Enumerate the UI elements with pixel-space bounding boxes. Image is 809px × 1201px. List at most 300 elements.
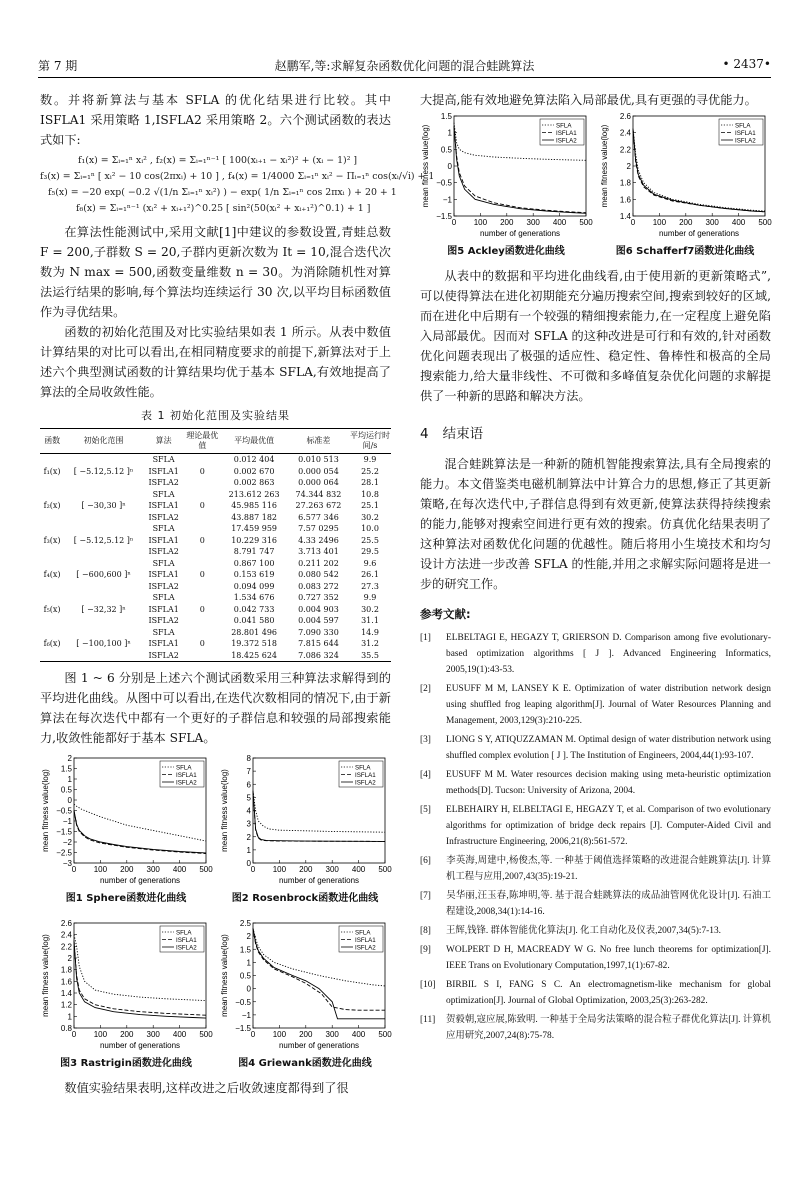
table-cell: 0.153 619 bbox=[233, 570, 275, 579]
figure-5 bbox=[420, 112, 592, 266]
table-cell: 213.612 263 bbox=[228, 489, 280, 499]
y-tick-label: 1.4 bbox=[60, 989, 72, 998]
table-cell: 25.5 bbox=[361, 535, 379, 545]
table-cell: 0 bbox=[199, 466, 205, 476]
table-cell: 0.000 054 bbox=[298, 466, 339, 476]
table-cell: ISFLA2 bbox=[148, 650, 179, 660]
x-tick-label: 100 bbox=[93, 865, 108, 874]
x-tick-label: 200 bbox=[120, 865, 134, 874]
table-cell bbox=[40, 581, 64, 593]
table-cell bbox=[184, 523, 220, 535]
figure-caption: 图6 Schafferf7函数进化曲线 bbox=[615, 246, 755, 257]
x-tick-label: 200 bbox=[299, 1030, 313, 1039]
table-row bbox=[40, 546, 391, 558]
table-cell: 0 bbox=[199, 570, 205, 579]
y-tick-label: 2.2 bbox=[619, 145, 631, 155]
running-title: 赵鹏军,等:求解复杂函数优化问题的混合蛙跳算法 bbox=[274, 59, 535, 73]
table-cell: 0.094 099 bbox=[233, 581, 275, 591]
y-tick-label: 1.6 bbox=[60, 977, 72, 987]
y-tick-label: 1 bbox=[246, 845, 251, 855]
table-cell: 28.801 496 bbox=[231, 627, 277, 637]
equation-f6: f₆(x) = Σᵢ₌₁ⁿ⁻¹ (xᵢ² + xᵢ₊₁²)^0.25 [ sin²(50(xᵢ² + xᵢ₊₁²)^0.1) + 1 ] bbox=[76, 203, 371, 214]
reference-list bbox=[420, 630, 771, 1044]
table-cell: 9.6 bbox=[363, 558, 377, 568]
x-tick-label: 100 bbox=[473, 218, 488, 227]
x-tick-label: 300 bbox=[325, 865, 339, 874]
table-header-row bbox=[40, 429, 391, 454]
table-caption: 表 1 初始化范围及实验结果 bbox=[141, 409, 290, 422]
chart-sphere bbox=[40, 754, 212, 889]
y-tick-label: −2.5 bbox=[56, 848, 72, 858]
table-cell bbox=[184, 650, 220, 662]
table-cell: [ −32,32 ]ⁿ bbox=[81, 604, 126, 614]
y-tick-label: 3 bbox=[246, 819, 251, 829]
legend-label: ISFLA2 bbox=[556, 137, 577, 145]
table-cell: ISFLA2 bbox=[148, 478, 179, 487]
x-tick-label: 400 bbox=[731, 218, 746, 227]
y-tick-label: 2.6 bbox=[60, 919, 72, 928]
y-tick-label: −1 bbox=[241, 1010, 251, 1020]
x-tick-label: 0 bbox=[71, 1030, 77, 1039]
table-header-cell: 理论最优值 bbox=[186, 431, 219, 450]
reference-text: BIRBIL S I, FANG S C. An electromagnetism-like mechanism for global optimization[J]. Journal of Global Optimization, 2003,25(3):263-282. bbox=[446, 980, 771, 1006]
table-cell: f₂(x) bbox=[43, 501, 61, 510]
y-tick-label: 2.2 bbox=[60, 942, 72, 952]
table-cell bbox=[184, 627, 220, 639]
table-cell: 0.004 903 bbox=[298, 604, 339, 614]
table-cell: SFLA bbox=[152, 489, 175, 499]
y-tick-label: 8 bbox=[246, 754, 251, 763]
table-row bbox=[40, 477, 391, 489]
x-tick-label: 0 bbox=[250, 1030, 256, 1039]
y-tick-label: 2 bbox=[67, 754, 72, 763]
table-cell: SFLA bbox=[152, 627, 175, 637]
y-tick-label: 0.8 bbox=[60, 1024, 72, 1033]
reference-item bbox=[420, 802, 771, 850]
reference-item bbox=[420, 923, 771, 939]
y-tick-label: 0.5 bbox=[239, 971, 251, 981]
legend-label: SFLA bbox=[735, 122, 751, 130]
table-cell: 26.1 bbox=[361, 570, 379, 579]
figure-6 bbox=[599, 112, 771, 266]
chart-ackley bbox=[420, 112, 592, 242]
table-cell bbox=[184, 546, 220, 558]
figure-2 bbox=[219, 754, 391, 913]
table-body bbox=[40, 454, 391, 662]
y-axis-label: mean fitness value(log) bbox=[600, 124, 609, 208]
legend-label: ISFLA2 bbox=[176, 779, 197, 787]
table-cell: 0.080 542 bbox=[298, 570, 339, 579]
reference-item bbox=[420, 732, 771, 764]
table-header-cell: 标准差 bbox=[306, 436, 331, 445]
table-cell bbox=[184, 512, 220, 524]
y-axis-label: mean fitness value(log) bbox=[421, 124, 430, 208]
references-heading: 参考文献: bbox=[420, 607, 471, 621]
table-cell: [ −5.12,5.12 ]ⁿ bbox=[73, 535, 134, 545]
reference-text: LIONG S Y, ATIQUZZAMAN M. Optimal design of water distribution network using shuffled complex evolution [ J ]. The Institution of Engineers, 2004,44(1):93-107. bbox=[446, 735, 771, 761]
figure-row bbox=[420, 112, 771, 266]
y-tick-label: 1 bbox=[67, 1012, 72, 1022]
left-column bbox=[40, 90, 435, 1098]
legend-label: SFLA bbox=[176, 929, 192, 937]
y-tick-label: 1.5 bbox=[440, 112, 452, 121]
table-cell bbox=[40, 477, 64, 489]
table-cell: ISFLA1 bbox=[148, 535, 179, 545]
reference-text: 李英海,周建中,杨俊杰,等. 一种基于阈值选择策略的改进混合蛙跳算法[J]. 计算机工程与应用,2007,43(35):19-21. bbox=[446, 856, 771, 882]
table-cell bbox=[184, 581, 220, 593]
table-header-cell: 平均运行时间/s bbox=[350, 431, 390, 450]
table-cell: 0 bbox=[199, 535, 205, 545]
table-cell: 31.1 bbox=[361, 616, 379, 625]
legend-label: ISFLA1 bbox=[355, 936, 376, 944]
table-cell bbox=[64, 558, 143, 570]
legend-label: ISFLA2 bbox=[176, 944, 197, 952]
reference-item bbox=[420, 681, 771, 729]
page-number: • 2437• bbox=[722, 57, 771, 71]
table-cell: 0 bbox=[199, 604, 205, 614]
chart-rosenbrock bbox=[219, 754, 391, 889]
reference-number: [10] bbox=[420, 980, 436, 990]
reference-item bbox=[420, 630, 771, 678]
figure-caption: 图1 Sphere函数进化曲线 bbox=[65, 893, 187, 904]
x-tick-label: 100 bbox=[93, 1030, 108, 1039]
y-tick-label: −1.5 bbox=[235, 1024, 251, 1033]
table-cell: 0.002 863 bbox=[233, 478, 275, 487]
table-cell: f₄(x) bbox=[43, 570, 61, 579]
legend-label: ISFLA1 bbox=[556, 129, 577, 137]
table-cell bbox=[64, 592, 143, 604]
x-tick-label: 500 bbox=[758, 218, 772, 227]
chart-rastrigin bbox=[40, 919, 212, 1054]
reference-item bbox=[420, 767, 771, 799]
reference-number: [7] bbox=[420, 891, 431, 901]
table-cell: 8.791 747 bbox=[233, 547, 275, 556]
table-cell bbox=[40, 627, 64, 639]
y-tick-label: 7 bbox=[246, 767, 251, 777]
reference-number: [8] bbox=[420, 926, 431, 936]
reference-text: 吴华丽,汪玉春,陈坤明,等. 基于混合蛙跳算法的成品油管网优化设计[J]. 石油工程建设,2008,34(1):14-16. bbox=[446, 891, 771, 917]
table-cell: 17.459 959 bbox=[231, 524, 277, 533]
legend-label: ISFLA1 bbox=[735, 129, 756, 137]
table-cell bbox=[64, 489, 143, 501]
table-row bbox=[40, 512, 391, 524]
x-tick-label: 100 bbox=[652, 218, 667, 227]
y-tick-label: −1 bbox=[62, 817, 72, 826]
table-cell: 7.815 644 bbox=[298, 639, 339, 648]
paragraph: 函数的初始化范围及对比实验结果如表 1 所示。从表中数值计算结果的对比可以看出,在相同精度要求的前提下,新算法对于上述六个典型测试函数的计算结果均优于基本 SFLA,有效地提高了算法的全局收敛性能。 bbox=[40, 325, 391, 399]
table-cell bbox=[184, 615, 220, 627]
y-tick-label: −1 bbox=[442, 195, 452, 205]
table-cell bbox=[64, 615, 143, 627]
y-tick-label: 1.4 bbox=[619, 212, 631, 221]
y-tick-label: 0.5 bbox=[440, 145, 452, 155]
table-cell: 25.1 bbox=[361, 501, 379, 510]
reference-number: [9] bbox=[420, 945, 431, 955]
issue-number: 第 7 期 bbox=[38, 59, 78, 73]
table-cell: ISFLA1 bbox=[148, 570, 179, 579]
x-tick-label: 0 bbox=[250, 865, 256, 874]
figure-caption: 图3 Rastrigin函数进化曲线 bbox=[60, 1058, 192, 1069]
table-cell: SFLA bbox=[152, 524, 175, 533]
section-heading: 4 结束语 bbox=[420, 426, 484, 442]
table-cell bbox=[40, 558, 64, 570]
reference-text: EUSUFF M M. Water resources decision making using meta-heuristic optimization methods[D]. Tucson: University of Arizona, 2004. bbox=[446, 770, 771, 796]
x-tick-label: 500 bbox=[199, 1030, 213, 1039]
table-cell bbox=[40, 523, 64, 535]
table-cell: 25.2 bbox=[361, 466, 379, 476]
table-cell: 0.000 064 bbox=[298, 478, 339, 487]
table-row bbox=[40, 454, 391, 466]
table-cell: 7.57 0295 bbox=[298, 524, 339, 533]
table-cell bbox=[184, 592, 220, 604]
y-tick-label: 1.6 bbox=[619, 195, 631, 205]
y-tick-label: 0 bbox=[67, 796, 72, 805]
table-cell: 30.2 bbox=[361, 512, 379, 522]
table-cell: 3.713 401 bbox=[298, 547, 339, 556]
legend-label: ISFLA1 bbox=[176, 936, 197, 944]
table-cell bbox=[40, 592, 64, 604]
y-tick-label: 2 bbox=[246, 932, 251, 942]
table-cell bbox=[184, 558, 220, 570]
reference-number: [6] bbox=[420, 856, 431, 866]
table-cell: f₁(x) bbox=[43, 466, 61, 476]
table-header-cell: 算法 bbox=[155, 436, 172, 445]
paragraph: 数值实验结果表明,这样改进之后收敛速度都得到了很 bbox=[64, 1081, 349, 1095]
x-tick-label: 500 bbox=[579, 218, 593, 227]
table-cell bbox=[64, 627, 143, 639]
table-cell: SFLA bbox=[152, 558, 175, 568]
table-cell: 0.083 272 bbox=[298, 581, 339, 591]
reference-number: [3] bbox=[420, 735, 431, 745]
x-tick-label: 400 bbox=[172, 1030, 187, 1039]
y-tick-label: −1.5 bbox=[436, 212, 452, 221]
chart-griewank bbox=[219, 919, 391, 1054]
series-line-isfla1 bbox=[74, 811, 206, 854]
y-axis-label: mean fitness value(log) bbox=[220, 934, 229, 1017]
reference-text: ELBEHAIRY H, ELBELTAGI E, HEGAZY T, et al. Comparison of two evolutionary algorithms for optimization of bridge deck repairs [J]. Computer-Aided Civil and Infrastructure Engineering, 2006,21(8):561-572. bbox=[446, 805, 771, 847]
series-line-isfla2 bbox=[74, 811, 206, 853]
x-tick-label: 200 bbox=[120, 1030, 134, 1039]
table-header-cell: 函数 bbox=[44, 436, 61, 445]
y-tick-label: 1.5 bbox=[60, 764, 72, 774]
table-cell bbox=[40, 454, 64, 466]
y-axis-label: mean fitness value(log) bbox=[41, 769, 50, 852]
table-cell bbox=[64, 523, 143, 535]
x-axis-label: number of generations bbox=[278, 1041, 360, 1050]
y-tick-label: −0.5 bbox=[235, 997, 251, 1007]
table-row bbox=[40, 581, 391, 593]
table-cell bbox=[64, 650, 143, 662]
legend-label: ISFLA1 bbox=[355, 771, 376, 779]
y-tick-label: 2.4 bbox=[619, 128, 631, 138]
table-cell: 10.0 bbox=[361, 524, 379, 533]
table-cell: [ −5.12,5.12 ]ⁿ bbox=[73, 466, 134, 476]
x-tick-label: 0 bbox=[71, 865, 77, 874]
y-tick-label: 1.8 bbox=[619, 178, 631, 188]
y-tick-label: 2 bbox=[626, 162, 631, 171]
y-axis-label: mean fitness value(log) bbox=[220, 769, 229, 852]
reference-text: 王辉,钱锋. 群体智能优化算法[J]. 化工自动化及仪表,2007,34(5):7-13. bbox=[446, 926, 721, 936]
x-tick-label: 200 bbox=[679, 218, 693, 227]
table-cell bbox=[40, 489, 64, 501]
table-cell: 0.042 733 bbox=[233, 604, 275, 614]
equation-f3-f4: f₃(x) = Σᵢ₌₁ⁿ [ xᵢ² − 10 cos(2πxᵢ) + 10 ] , f₄(x) = 1/4000 Σᵢ₌₁ⁿ xᵢ² − Πᵢ₌₁ⁿ cos(xᵢ/√i) + 1 bbox=[40, 171, 435, 182]
table-cell bbox=[184, 477, 220, 489]
y-tick-label: 6 bbox=[246, 780, 251, 790]
chart-schaffer bbox=[599, 112, 771, 242]
y-tick-label: 1 bbox=[67, 775, 72, 784]
table-row bbox=[40, 489, 391, 501]
table-cell: ISFLA2 bbox=[148, 616, 179, 625]
table-cell: 9.9 bbox=[363, 593, 377, 602]
x-axis-label: number of generations bbox=[99, 876, 181, 885]
series-line-isfla2 bbox=[253, 791, 385, 842]
legend-label: ISFLA2 bbox=[355, 779, 376, 787]
table-row bbox=[40, 535, 391, 547]
y-tick-label: 0 bbox=[246, 984, 251, 994]
table-cell: 0.012 404 bbox=[233, 455, 275, 464]
reference-number: [11] bbox=[420, 1015, 436, 1025]
y-tick-label: −0.5 bbox=[56, 806, 72, 816]
legend-label: ISFLA2 bbox=[355, 944, 376, 952]
table-cell: 1.534 676 bbox=[233, 593, 275, 602]
table-cell bbox=[64, 581, 143, 593]
table-row bbox=[40, 638, 391, 650]
table-cell bbox=[40, 615, 64, 627]
y-tick-label: 1 bbox=[246, 958, 251, 968]
table-row bbox=[40, 627, 391, 639]
table-row bbox=[40, 500, 391, 512]
table-row bbox=[40, 569, 391, 581]
table-cell: ISFLA2 bbox=[148, 512, 179, 522]
table-cell: [ −600,600 ]ⁿ bbox=[76, 570, 131, 579]
table-cell bbox=[64, 512, 143, 524]
table-cell: f₆(x) bbox=[43, 639, 61, 648]
table-cell: 0 bbox=[199, 501, 205, 510]
table-cell: SFLA bbox=[152, 593, 175, 602]
paragraph: 数。并将新算法与基本 SFLA 的优化结果进行比较。其中 ISFLA1 采用策略 1,ISFLA2 采用策略 2。六个测试函数的表达式如下: bbox=[40, 93, 391, 147]
x-tick-label: 200 bbox=[299, 865, 313, 874]
table-row bbox=[40, 615, 391, 627]
table-cell: 7.086 324 bbox=[298, 650, 339, 660]
reference-item bbox=[420, 1012, 771, 1044]
table-cell: f₃(x) bbox=[43, 535, 61, 545]
x-tick-label: 300 bbox=[526, 218, 540, 227]
paragraph: 在算法性能测试中,采用文献[1]中建议的参数设置,青蛙总数 F = 200,子群数 S = 20,子群内更新次数为 It = 10,混合迭代次数为 N max = 500,函数变量维数 n = 30。为消除随机性对算法运行结果的影响,每个算法均连续运行 30 次,以平均目标函数值作为寻优结果。 bbox=[40, 225, 391, 319]
series-line-sfla bbox=[253, 791, 385, 832]
table-cell: 45.985 116 bbox=[231, 501, 277, 510]
y-tick-label: 0 bbox=[246, 859, 251, 868]
reference-text: WOLPERT D H, MACREADY W G. No free lunch theorems for optimization[J]. IEEE Trans on Evolutionary Computation,1997,1(1):67-82. bbox=[446, 945, 771, 971]
table-cell: [ −30,30 ]ⁿ bbox=[81, 501, 126, 510]
reference-item bbox=[420, 853, 771, 885]
y-tick-label: 2.4 bbox=[60, 930, 72, 940]
table-cell: 0.211 202 bbox=[298, 558, 339, 568]
reference-item bbox=[420, 977, 771, 1009]
figure-caption: 图4 Griewank函数进化曲线 bbox=[238, 1058, 372, 1069]
x-tick-label: 400 bbox=[351, 1030, 366, 1039]
table-row bbox=[40, 523, 391, 535]
table-cell: 0.004 597 bbox=[298, 616, 339, 625]
right-column bbox=[420, 90, 771, 1047]
x-tick-label: 300 bbox=[325, 1030, 339, 1039]
table-cell: 18.425 624 bbox=[231, 650, 277, 660]
equation-f1-f2: f₁(x) = Σᵢ₌₁ⁿ xᵢ² , f₂(x) = Σᵢ₌₁ⁿ⁻¹ [ 100(xᵢ₊₁ − xᵢ²)² + (xᵢ − 1)² ] bbox=[78, 155, 358, 166]
table-cell: 6.577 346 bbox=[298, 512, 339, 522]
x-axis-label: number of generations bbox=[99, 1041, 181, 1050]
y-tick-label: 4 bbox=[246, 806, 251, 816]
figure-1 bbox=[40, 754, 212, 913]
table-cell: 10.8 bbox=[361, 489, 379, 499]
table-cell: f₅(x) bbox=[43, 604, 61, 614]
table-cell bbox=[64, 546, 143, 558]
x-tick-label: 0 bbox=[630, 218, 636, 227]
reference-item bbox=[420, 888, 771, 920]
x-tick-label: 500 bbox=[378, 1030, 392, 1039]
y-tick-label: 1 bbox=[447, 128, 452, 138]
reference-number: [2] bbox=[420, 684, 431, 694]
table-cell bbox=[64, 454, 143, 466]
table-cell bbox=[184, 454, 220, 466]
table-cell: 19.372 518 bbox=[231, 639, 277, 648]
y-tick-label: −0.5 bbox=[436, 178, 452, 188]
table-cell: ISFLA2 bbox=[148, 581, 179, 591]
table-cell: ISFLA1 bbox=[148, 639, 179, 648]
series-line-isfla1 bbox=[253, 791, 385, 842]
table-row bbox=[40, 466, 391, 478]
x-tick-label: 500 bbox=[378, 865, 392, 874]
reference-text: ELBELTAGI E, HEGAZY T, GRIERSON D. Comparison among five evolutionary-based optimization algorithms [ J ]. Advanced Engineering Informatics, 2005,19(1):43-53. bbox=[446, 633, 771, 675]
legend-label: SFLA bbox=[556, 122, 572, 130]
x-tick-label: 400 bbox=[351, 865, 366, 874]
paragraph: 大提高,能有效地避免算法陷入局部最优,具有更强的寻优能力。 bbox=[420, 93, 757, 107]
legend-label: ISFLA2 bbox=[735, 137, 756, 145]
legend-label: SFLA bbox=[176, 764, 192, 772]
x-tick-label: 400 bbox=[552, 218, 567, 227]
table-cell: 43.887 182 bbox=[231, 512, 277, 522]
y-tick-label: 1.8 bbox=[60, 965, 72, 975]
table-cell: 74.344 832 bbox=[295, 489, 342, 499]
table-cell: 29.5 bbox=[361, 547, 379, 556]
reference-number: [1] bbox=[420, 633, 431, 643]
table-row bbox=[40, 558, 391, 570]
table-cell bbox=[40, 546, 64, 558]
series-line-sfla bbox=[74, 804, 206, 841]
y-tick-label: 0 bbox=[447, 162, 452, 171]
x-tick-label: 0 bbox=[451, 218, 457, 227]
y-axis-label: mean fitness value(log) bbox=[41, 934, 50, 1017]
reference-number: [4] bbox=[420, 770, 431, 780]
figure-row bbox=[40, 919, 391, 1078]
y-tick-label: 5 bbox=[246, 793, 251, 803]
reference-text: EUSUFF M M, LANSEY K E. Optimization of water distribution network design using shuffled frog leaping algorithm[J]. Journal of Water Resources Planning and Management, 2003,129(3):210-225. bbox=[446, 684, 771, 726]
table-cell: 28.1 bbox=[361, 478, 379, 487]
legend-label: SFLA bbox=[355, 929, 371, 937]
table-cell: 0 bbox=[199, 639, 205, 648]
y-tick-label: 2.5 bbox=[239, 919, 251, 928]
x-axis-label: number of generations bbox=[658, 229, 740, 238]
table-cell: 31.2 bbox=[361, 639, 379, 648]
table-cell: 27.263 672 bbox=[295, 501, 342, 510]
table-cell: 9.9 bbox=[363, 455, 377, 464]
figure-4 bbox=[219, 919, 391, 1078]
y-tick-label: 1.2 bbox=[60, 1000, 72, 1010]
figure-caption: 图5 Ackley函数进化曲线 bbox=[447, 246, 565, 257]
paragraph: 混合蛙跳算法是一种新的随机智能搜索算法,具有全局搜索的能力。本文借鉴类电磁机制算法中计算合力的思想,修正了其更新策略,在每次迭代中,子群信息得到有效更新,使算法获得持续搜索的能力,能够对搜索空间进行更有效的搜索。仿真优化结果表明了这种算法对函数优化问题的优越性。随后将用小生境技术和均匀设计方法进一步改善 SFLA 的性能,并用之求解实际问题将是进一步的研究工作。 bbox=[420, 457, 771, 591]
legend-label: SFLA bbox=[355, 764, 371, 772]
y-tick-label: 1.5 bbox=[239, 945, 251, 955]
y-tick-label: −2 bbox=[62, 838, 72, 847]
